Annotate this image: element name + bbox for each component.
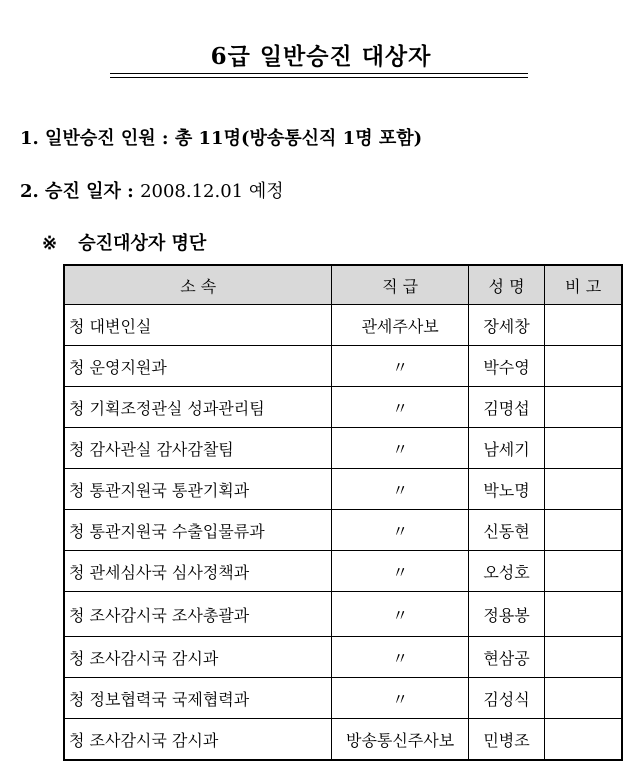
cell-rank: 〃 <box>332 551 468 592</box>
cell-department: 청 통관지원국 통관기획과 <box>64 469 332 510</box>
cell-rank: 〃 <box>332 678 468 719</box>
promotion-date-label: 2. 승진 일자 : <box>20 181 134 202</box>
candidate-list-heading <box>42 229 206 255</box>
table-row <box>64 719 622 761</box>
table-row <box>64 305 622 346</box>
cell-note <box>545 510 622 551</box>
reference-mark-icon: ※ <box>42 233 58 254</box>
cell-note <box>545 678 622 719</box>
table-row <box>64 551 622 592</box>
candidate-table <box>63 264 623 761</box>
table-row <box>64 510 622 551</box>
cell-note <box>545 346 622 387</box>
table-row <box>64 678 622 719</box>
header-note: 비 고 <box>545 265 622 305</box>
cell-department: 청 감사관실 감사감찰팀 <box>64 428 332 469</box>
cell-note <box>545 469 622 510</box>
cell-rank: 〃 <box>332 387 468 428</box>
cell-rank: 〃 <box>332 510 468 551</box>
cell-department: 청 조사감시국 감시과 <box>64 637 332 678</box>
cell-name: 남세기 <box>468 428 545 469</box>
cell-department: 청 관세심사국 심사정책과 <box>64 551 332 592</box>
cell-note <box>545 387 622 428</box>
cell-name: 현삼공 <box>468 637 545 678</box>
cell-department: 청 조사감시국 감시과 <box>64 719 332 761</box>
cell-name: 장세창 <box>468 305 545 346</box>
promotion-date-line <box>20 177 284 203</box>
cell-rank: 방송통신주사보 <box>332 719 468 761</box>
cell-name: 신동현 <box>468 510 545 551</box>
cell-department: 청 조사감시국 조사총괄과 <box>64 592 332 637</box>
cell-department: 청 통관지원국 수출입물류과 <box>64 510 332 551</box>
header-name: 성 명 <box>468 265 545 305</box>
cell-name: 오성호 <box>468 551 545 592</box>
cell-name: 박노명 <box>468 469 545 510</box>
cell-name: 김명섭 <box>468 387 545 428</box>
cell-rank: 〃 <box>332 428 468 469</box>
page-title: 6급 일반승진 대상자 <box>210 43 432 70</box>
cell-name: 김성식 <box>468 678 545 719</box>
table-row <box>64 469 622 510</box>
promotion-count-value: 총 11명(방송통신직 1명 포함) <box>174 128 423 149</box>
header-rank: 직 급 <box>332 265 468 305</box>
title-underline <box>110 73 528 78</box>
cell-note <box>545 592 622 637</box>
table-row <box>64 387 622 428</box>
cell-department: 청 정보협력국 국제협력과 <box>64 678 332 719</box>
cell-note <box>545 637 622 678</box>
cell-note <box>545 428 622 469</box>
cell-note <box>545 305 622 346</box>
promotion-count-label: 1. 일반승진 인원 : <box>20 128 169 149</box>
table-header-row <box>64 265 622 305</box>
cell-department: 청 대변인실 <box>64 305 332 346</box>
table-row <box>64 637 622 678</box>
table-row <box>64 592 622 637</box>
candidate-list-label: 승진대상자 명단 <box>78 233 207 254</box>
cell-name: 민병조 <box>468 719 545 761</box>
cell-name: 박수영 <box>468 346 545 387</box>
cell-rank: 〃 <box>332 346 468 387</box>
cell-name: 정용봉 <box>468 592 545 637</box>
promotion-date-value: 2008.12.01 예정 <box>140 181 284 202</box>
cell-rank: 〃 <box>332 592 468 637</box>
cell-rank: 〃 <box>332 637 468 678</box>
cell-department: 청 기획조정관실 성과관리팀 <box>64 387 332 428</box>
cell-department: 청 운영지원과 <box>64 346 332 387</box>
table-row <box>64 346 622 387</box>
cell-note <box>545 551 622 592</box>
promotion-count-line <box>20 124 422 150</box>
cell-rank: 〃 <box>332 469 468 510</box>
cell-note <box>545 719 622 761</box>
table-row <box>64 428 622 469</box>
header-department: 소 속 <box>64 265 332 305</box>
cell-rank: 관세주사보 <box>332 305 468 346</box>
